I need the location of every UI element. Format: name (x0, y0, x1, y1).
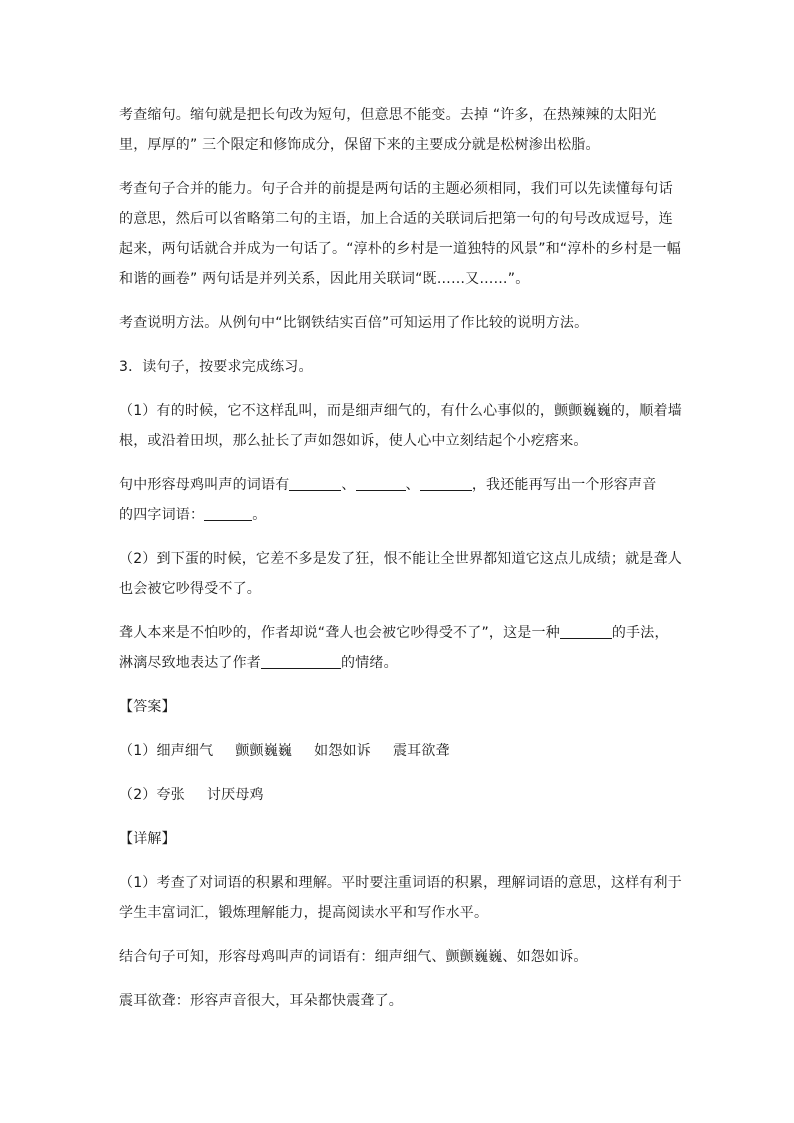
text-line: 和谐的画卷” 两句话是并列关系，因此用关联词“既……又……”。 (119, 271, 530, 287)
answer-blank (560, 622, 612, 639)
text-line (119, 736, 681, 766)
answer-heading (119, 692, 681, 722)
section-heading: 【详解】 (119, 831, 176, 847)
detail-2 (119, 942, 681, 972)
answer-blank (420, 474, 472, 491)
answer-number: （2） (119, 787, 157, 803)
text-line (119, 780, 681, 810)
text-line: 结合句子可知，形容母鸡叫声的词语有：细声细气、颤颤巍巍、如怨如诉。 (119, 949, 588, 965)
text-line: 起来，两句话就合并成为一句话了。“淳朴的乡村是一道独特的风景”和“淳朴的乡村是一幅 (119, 241, 681, 257)
prompt-text: 聋人本来是不怕吵的，作者却说“聋人也会被它吵得受不了”，这是一种 (119, 625, 560, 641)
text-line (119, 618, 681, 648)
prompt-text: 句中形容母鸡叫声的词语有 (119, 477, 290, 493)
answer-item: 颤颤巍巍 (235, 743, 293, 759)
answer-blank (356, 474, 406, 491)
paragraph-sentence-merging (119, 174, 681, 294)
answer-2 (119, 780, 681, 810)
answer-item: 讨厌母鸡 (206, 787, 264, 803)
answer-item: 夸张 (156, 787, 185, 803)
text-line (119, 500, 681, 530)
answer-blank (204, 504, 252, 521)
question-3-title (119, 352, 681, 382)
text-line: 考查句子合并的能力。句子合并的前提是两句话的主题必须相同，我们可以先读懂每句话 (119, 181, 673, 197)
prompt-text: 的情绪。 (341, 655, 398, 671)
text-line: 根，或沿着田坝，那么扯长了声如怨如诉，使人心中立刻结起个小疙瘩来。 (119, 433, 588, 449)
question-3-prompt-1 (119, 470, 681, 530)
answer-1 (119, 736, 681, 766)
question-3-sentence-2 (119, 544, 681, 604)
text-line: 也会被它吵得受不了。 (119, 581, 261, 597)
detail-heading (119, 824, 681, 854)
question-3-sentence-1 (119, 396, 681, 456)
text-line (119, 470, 681, 500)
text-line: 学生丰富词汇，锻炼理解能力，提高阅读水平和写作水平。 (119, 905, 489, 921)
detail-1 (119, 868, 681, 928)
text-line: 里，厚厚的” 三个限定和修饰成分，保留下来的主要成分就是松树渗出松脂。 (119, 137, 600, 153)
separator: 、 (405, 477, 420, 493)
detail-3 (119, 986, 681, 1016)
text-line (119, 648, 681, 678)
text-line: 考查说明方法。从例句中“比钢铁结实百倍”可知运用了作比较的说明方法。 (119, 315, 589, 331)
paragraph-explanation-method (119, 308, 681, 338)
prompt-text: 。 (252, 507, 267, 523)
answer-number: （1） (119, 743, 157, 759)
text-line: （1）考查了对词语的积累和理解。平时要注重词语的积累，理解词语的意思，这样有利于 (119, 875, 682, 891)
paragraph-sentence-shortening (119, 100, 681, 160)
prompt-text: 淋漓尽致地表达了作者 (119, 655, 261, 671)
text-line: 震耳欲聋：形容声音很大，耳朵都快震聋了。 (119, 993, 403, 1009)
answer-item: 细声细气 (156, 743, 214, 759)
text-line: 3．读句子，按要求完成练习。 (119, 359, 313, 375)
text-line: （2）到下蛋的时候，它差不多是发了狂，恨不能让全世界都知道它这点儿成绩；就是聋人 (119, 551, 682, 567)
section-heading: 【答案】 (119, 699, 176, 715)
document-content (119, 100, 681, 1030)
answer-item: 震耳欲聋 (392, 743, 450, 759)
prompt-text: 的四字词语： (119, 507, 205, 523)
prompt-text: 的手法， (611, 625, 669, 641)
answer-item: 如怨如诉 (314, 743, 371, 759)
answer-blank (261, 652, 341, 669)
text-line: （1）有的时候，它不这样乱叫，而是细声细气的，有什么心事似的，颤颤巍巍的，顺着墙 (119, 403, 682, 419)
question-3-prompt-2 (119, 618, 681, 678)
answer-blank (289, 474, 341, 491)
text-line: 的意思，然后可以省略第二句的主语，加上合适的关联词后把第一句的句号改成逗号，连 (119, 211, 673, 227)
text-line: 考查缩句。缩句就是把长句改为短句，但意思不能变。去掉 “许多，在热辣辣的太阳光 (119, 107, 657, 123)
separator: 、 (341, 477, 356, 493)
prompt-text: ，我还能再写出一个形容声音 (471, 477, 657, 493)
